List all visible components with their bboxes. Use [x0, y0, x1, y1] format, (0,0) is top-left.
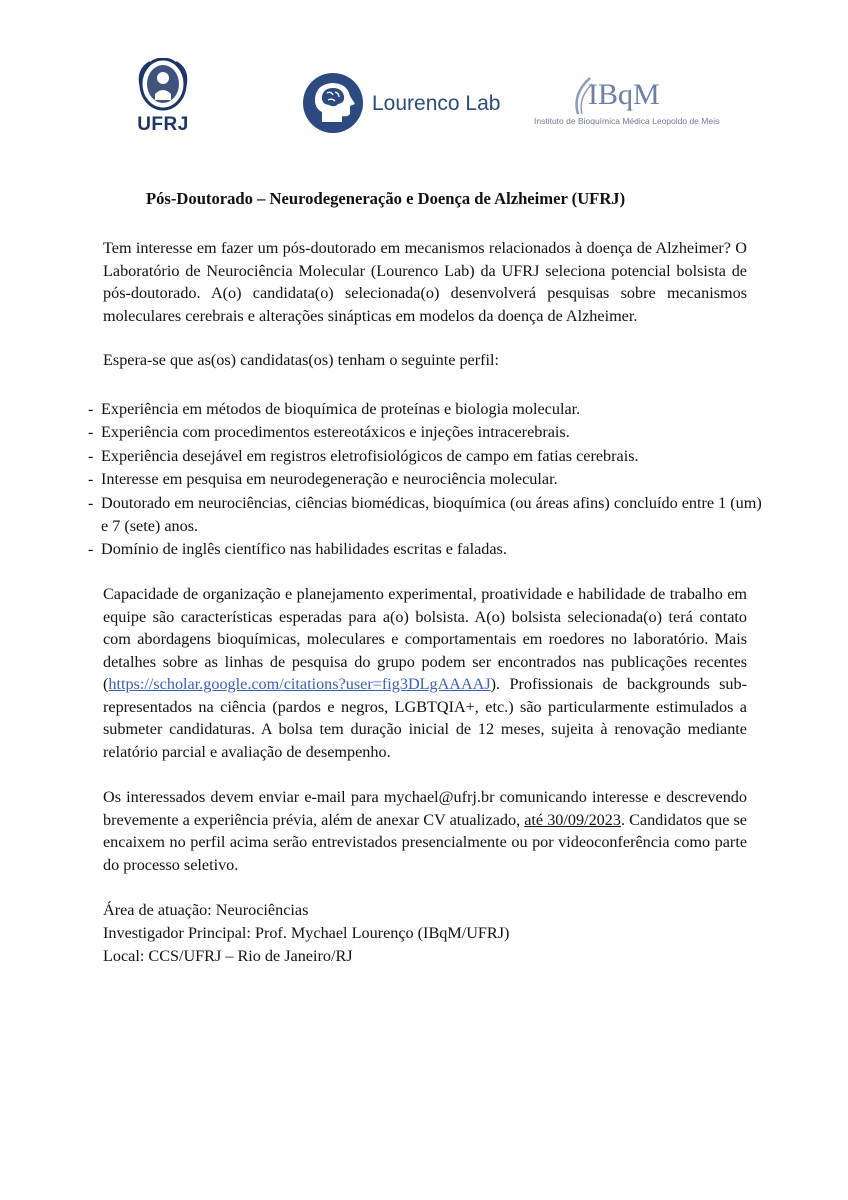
- list-item: [88, 492, 768, 539]
- list-item-text: Experiência com procedimentos estereotáxicos e injeções intracerebrais.: [101, 423, 570, 442]
- ufrj-seal-icon: [128, 58, 198, 114]
- requirements-list: [88, 398, 768, 562]
- ibqm-logo: [532, 74, 720, 136]
- list-item: [88, 421, 768, 444]
- list-item-text: Experiência em métodos de bioquímica de proteínas e biologia molecular.: [101, 400, 581, 418]
- lourenco-lab-logo-text: Lourenco Lab: [372, 92, 501, 115]
- list-item-text: Interesse em pesquisa em neurodegeneração e neurociência molecular.: [101, 470, 558, 489]
- list-marker: -: [88, 540, 94, 559]
- list-item: [88, 398, 768, 421]
- list-marker: -: [88, 423, 94, 442]
- details-text-start: Capacidade de organização e planejamento experimental, proatividade e habilidade de trabalho em equipe são características esperadas para a(o) bolsista. A(o) bolsista selecionada(o) terá contato com abordagens bioquímicas, moleculares e comportamentais em roedores no laboratório. Mais detalhes sobre as linhas de pesquisa do grupo podem ser encontrados nas publicações recentes (: [103, 585, 747, 693]
- ufrj-logo-text: UFRJ: [137, 114, 189, 135]
- list-marker: -: [88, 400, 94, 418]
- application-text-end: . Candidatos que se encaixem no perfil acima serão entrevistados presencialmente ou por videoconferência como parte do processo seletivo.: [103, 810, 747, 874]
- lourenco-lab-logo: [302, 72, 501, 136]
- pi-line: Investigador Principal: Prof. Mychael Lourenço (IBqM/UFRJ): [103, 924, 510, 942]
- position-info: [103, 899, 509, 968]
- ibqm-logo-text: IBqM: [588, 78, 660, 111]
- area-line: Área de atuação: Neurociências: [103, 901, 309, 919]
- list-item-text: Experiência desejável em registros eletrofisiológicos de campo em fatias cerebrais.: [101, 446, 639, 465]
- list-marker: -: [88, 446, 94, 465]
- list-item: [88, 468, 768, 491]
- list-item-text: Doutorado em neurociências, ciências biomédicas, bioquímica (ou áreas afins) concluído entre 1 (um) e 7 (sete) anos.: [101, 493, 762, 536]
- logo-header: [0, 0, 848, 160]
- brain-head-icon: [302, 72, 364, 134]
- scholar-link[interactable]: https://scholar.google.com/citations?user=fig3DLgAAAAJ: [108, 675, 491, 693]
- deadline: até 30/09/2023: [524, 810, 621, 829]
- profile-intro: Espera-se que as(os) candidatas(os) tenham o seguinte perfil:: [103, 351, 500, 369]
- application-paragraph: [103, 786, 747, 876]
- details-paragraph: [103, 583, 747, 763]
- intro-paragraph: Tem interesse em fazer um pós-doutorado em mecanismos relacionados à doença de Alzheimer? O Laboratório de Neurociência Molecular (Lourenco Lab) da UFRJ seleciona potencial bolsista de pós-doutorado. A(o) candidata(o) selecionada(o) desenvolverá pesquisas sobre mecanismos moleculares cerebrais e alterações sinápticas em modelos da doença de Alzheimer.: [103, 239, 747, 325]
- ibqm-logo-subtitle: Instituto de Bioquímica Médica Leopoldo de Meis: [534, 116, 720, 126]
- list-marker: -: [88, 493, 94, 512]
- list-item: [88, 445, 768, 468]
- list-item-text: Domínio de inglês científico nas habilidades escritas e faladas.: [101, 540, 507, 559]
- list-item: [88, 538, 768, 561]
- page-title: Pós-Doutorado – Neurodegeneração e Doença de Alzheimer (UFRJ): [146, 189, 626, 208]
- details-text-end: ). Profissionais de backgrounds sub-representados na ciência (pardos e negros, LGBTQIA+, etc.) são particularmente estimulados a submeter candidaturas. A bolsa tem duração inicial de 12 meses, sujeita à renovação mediante relatório parcial e avaliação de desempenho.: [103, 675, 747, 761]
- local-line: Local: CCS/UFRJ – Rio de Janeiro/RJ: [103, 947, 353, 965]
- application-text-start: Os interessados devem enviar e-mail para mychael@ufrj.br comunicando interesse e descrevendo brevemente a experiência prévia, além de anexar CV atualizado,: [103, 788, 747, 829]
- ufrj-logo: [128, 58, 198, 138]
- list-marker: -: [88, 470, 94, 489]
